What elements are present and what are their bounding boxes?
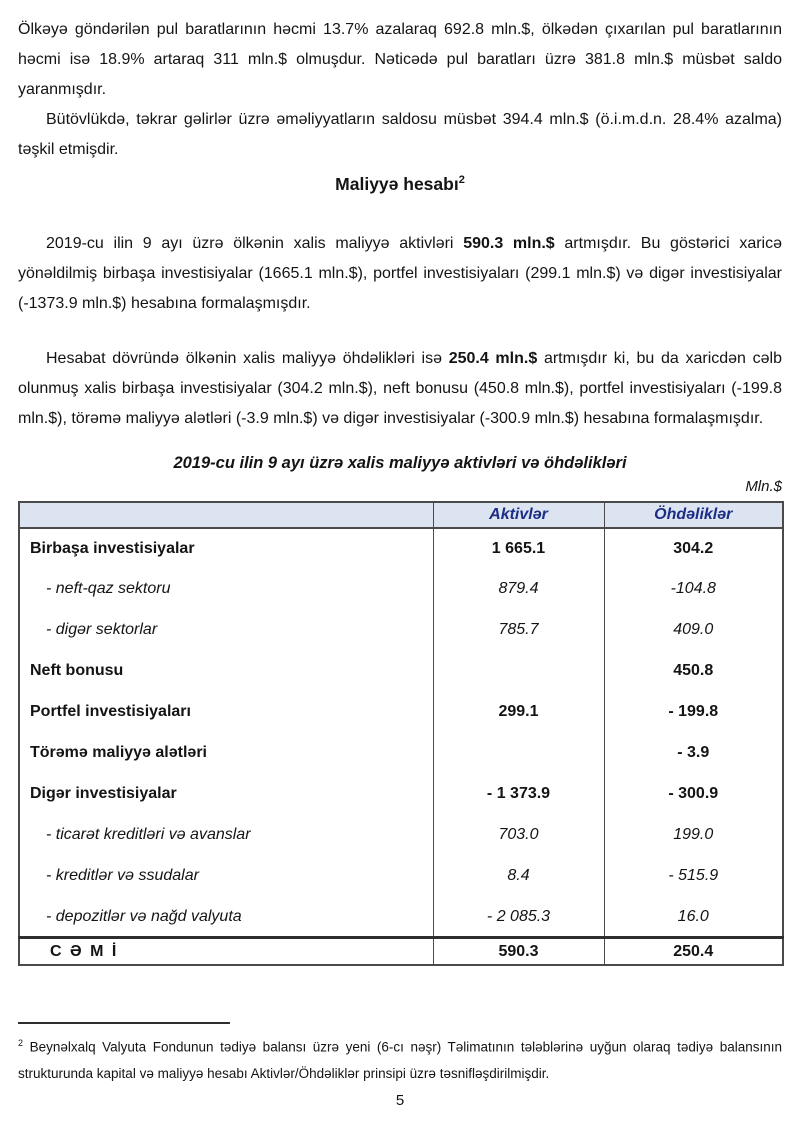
table-title: 2019-cu ilin 9 ayı üzrə xalis maliyyə aktivləri və öhdəlikləri [173,453,627,472]
footnote-marker: 2 [18,1038,24,1048]
footnote-block [18,1022,782,1087]
aktivler-value: - 2 085.3 [433,897,604,938]
text-segment: artmışdır. Bu göstərici xaricə yönəldilmiş birbaşa investisiyalar (1665.1 mln.$), portfel investisiyaları (299.1 mln.$) və digər investisiyalar (-1373.9 mln.$) hesabına formalaşmışdır. [18,234,783,312]
paragraph-remittances [18,15,782,105]
row-label: Portfel investisiyaları [19,692,433,733]
page-number: 5 [395,1092,405,1109]
table-row [19,733,783,774]
ohdelikler-value: -104.8 [604,569,783,610]
aktivler-value: 299.1 [433,692,604,733]
table-row [19,610,783,651]
total-aktivler-value: 590.3 [433,938,604,965]
table-row [19,528,783,569]
unit-label: Mln.$ [745,477,782,495]
footnote [18,1030,782,1087]
row-label: Neft bonusu [19,651,433,692]
total-ohdelikler-value: 250.4 [604,938,783,965]
table-body [19,528,783,938]
ohdelikler-value: - 515.9 [604,856,783,897]
text-segment: Hesabat dövründə ölkənin xalis maliyyə öhdəlikləri isə [46,349,449,367]
row-label: Digər investisiyalar [19,774,433,815]
section-heading-text: Maliyyə hesabı [335,173,459,194]
text-segment: 2019-cu ilin 9 ayı üzrə ölkənin xalis maliyyə aktivləri [46,234,464,252]
highlighted-value: 590.3 mln.$ [463,234,555,252]
row-label: Birbaşa investisiyalar [19,528,433,569]
aktivler-value: 879.4 [433,569,604,610]
aktivler-value: 703.0 [433,815,604,856]
ohdelikler-value: 409.0 [604,610,783,651]
corner-cell [19,502,433,528]
table-row [19,815,783,856]
row-label: - digər sektorlar [19,610,433,651]
highlighted-value: 250.4 mln.$ [448,349,538,367]
total-label: C Ə M İ [19,938,433,965]
ohdelikler-value: 16.0 [604,897,783,938]
ohdelikler-value: - 300.9 [604,774,783,815]
table-row [19,774,783,815]
aktivler-value [433,733,604,774]
table-row [19,692,783,733]
row-label: - depozitlər və nağd valyuta [19,897,433,938]
row-label: - neft-qaz sektoru [19,569,433,610]
col-header-ohdelikler: Öhdəliklər [604,502,783,528]
row-label: Törəmə maliyyə alətləri [19,733,433,774]
table-row [19,897,783,938]
ohdelikler-value: 450.8 [604,651,783,692]
text-segment: Bütövlükdə, təkrar gəlirlər üzrə əməliyyatların saldosu müsbət 394.4 mln.$ (ö.i.m.d.n. 28.4% azalma) təşkil etmişdir. [18,111,782,158]
ohdelikler-value: 199.0 [604,815,783,856]
footnote-separator [18,1022,230,1024]
text-segment: artmışdır ki, bu da xaricdən cəlb olunmuş xalis birbaşa investisiyalar (304.2 mln.$), neft bonusu (450.8 mln.$), portfel investisiyaları (-199.8 mln.$), törəmə maliyyə alətləri (-3.9 mln.$) və digər investisiyalar (-300.9 mln.$) hesabına formalaşmışdır. [18,349,782,427]
paragraph-net-assets [18,229,782,319]
ohdelikler-value: - 199.8 [604,692,783,733]
aktivler-value: - 1 373.9 [433,774,604,815]
paragraph-net-liabilities [18,344,782,434]
ohdelikler-value: 304.2 [604,528,783,569]
col-header-aktivler: Aktivlər [433,502,604,528]
heading-superscript: 2 [458,174,465,186]
row-label: - kreditlər və ssudalar [19,856,433,897]
paragraph-secondary-income [18,105,782,165]
ohdelikler-value: - 3.9 [604,733,783,774]
table-row [19,856,783,897]
aktivler-value: 785.7 [433,610,604,651]
finance-table [18,501,784,966]
footnote-text: Beynəlxalq Valyuta Fondunun tədiyə balansı üzrə yeni (6-cı nəşr) Təlimatının tələblərinə uyğun olaraq tədiyə balansının strukturunda kapital və maliyyə hesabı Aktivlər/Öhdəliklər prinsipi üzrə təsnifləşdirilmişdir. [18,1039,782,1081]
table-row [19,651,783,692]
header-row [19,502,783,528]
total-row [19,938,783,965]
aktivler-value [433,651,604,692]
section-heading [18,165,782,199]
aktivler-value: 1 665.1 [433,528,604,569]
row-label: - ticarət kreditləri və avanslar [19,815,433,856]
text-segment: Ölkəyə göndərilən pul baratlarının həcmi 13.7% azalaraq 692.8 mln.$, ölkədən çıxarılan pul baratlarının həcmi isə 18.9% artaraq 311 mln.$ olmuşdur. Nəticədə pul baratları üzrə 381.8 mln.$ müsbət saldo yaranmışdır. [18,21,782,98]
table-row [19,569,783,610]
aktivler-value: 8.4 [433,856,604,897]
